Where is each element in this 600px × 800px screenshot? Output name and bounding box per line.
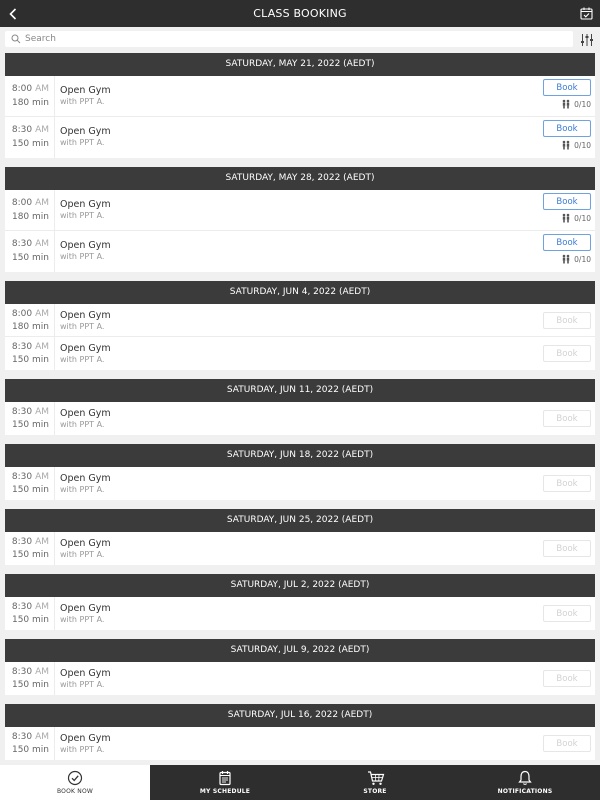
calendar-button[interactable] — [578, 0, 594, 27]
day-section — [5, 639, 595, 695]
class-row[interactable] — [5, 117, 595, 158]
divider — [54, 337, 55, 370]
day-section — [5, 167, 595, 272]
divider — [54, 467, 55, 500]
time-value: 8:00 — [11, 198, 33, 208]
time-ampm: AM — [35, 239, 49, 249]
class-row[interactable] — [5, 231, 595, 272]
class-coach: with PPT A. — [60, 322, 105, 331]
capacity — [561, 213, 591, 224]
time-value: 8:30 — [11, 342, 33, 352]
time-value: 8:00 — [11, 309, 33, 319]
filter-button[interactable] — [580, 32, 594, 46]
book-button[interactable]: Book — [543, 735, 591, 752]
class-duration: 180 min — [11, 212, 49, 222]
class-row[interactable] — [5, 76, 595, 117]
divider — [54, 231, 55, 272]
day-section — [5, 379, 595, 435]
class-duration: 150 min — [11, 615, 49, 625]
class-coach: with PPT A. — [60, 485, 105, 494]
class-time — [5, 342, 49, 352]
tab-my-schedule[interactable] — [150, 765, 300, 800]
day-header: SATURDAY, JUN 4, 2022 (AEDT) — [5, 281, 595, 304]
time-ampm: AM — [35, 309, 49, 319]
search-icon — [11, 34, 21, 44]
class-row[interactable] — [5, 304, 595, 337]
time-ampm: AM — [35, 602, 49, 612]
check-circle-icon — [67, 770, 83, 786]
time-value: 8:30 — [11, 407, 33, 417]
book-button[interactable]: Book — [543, 193, 591, 210]
class-duration: 180 min — [11, 98, 49, 108]
tab-label: NOTIFICATIONS — [497, 788, 553, 795]
class-name: Open Gym — [60, 240, 111, 251]
class-duration: 150 min — [11, 253, 49, 263]
class-time — [5, 472, 49, 482]
day-section — [5, 53, 595, 158]
day-section — [5, 444, 595, 500]
class-time — [5, 732, 49, 742]
capacity-count: 0/10 — [574, 100, 591, 109]
tab-label: BOOK NOW — [56, 788, 94, 795]
time-value: 8:30 — [11, 125, 33, 135]
day-section — [5, 509, 595, 565]
class-coach: with PPT A. — [60, 680, 105, 689]
time-ampm: AM — [35, 537, 49, 547]
class-name: Open Gym — [60, 85, 111, 96]
class-duration: 150 min — [11, 680, 49, 690]
class-coach: with PPT A. — [60, 355, 105, 364]
divider — [54, 76, 55, 116]
class-name: Open Gym — [60, 473, 111, 484]
time-ampm: AM — [35, 198, 49, 208]
schedule-icon — [217, 770, 233, 786]
divider — [54, 727, 55, 760]
day-header: SATURDAY, JUL 16, 2022 (AEDT) — [5, 704, 595, 727]
search-input[interactable] — [25, 31, 565, 47]
class-name: Open Gym — [60, 668, 111, 679]
page-title: CLASS BOOKING — [253, 7, 347, 20]
class-time — [5, 537, 49, 547]
time-value: 8:30 — [11, 667, 33, 677]
divider — [54, 532, 55, 565]
time-ampm: AM — [35, 732, 49, 742]
time-value: 8:30 — [11, 602, 33, 612]
class-name: Open Gym — [60, 733, 111, 744]
class-duration: 150 min — [11, 485, 49, 495]
class-row[interactable] — [5, 727, 595, 760]
class-row[interactable] — [5, 597, 595, 630]
class-duration: 150 min — [11, 355, 49, 365]
day-header: SATURDAY, MAY 28, 2022 (AEDT) — [5, 167, 595, 190]
class-coach: with PPT A. — [60, 745, 105, 754]
day-section — [5, 281, 595, 370]
class-coach: with PPT A. — [60, 252, 105, 261]
class-row[interactable] — [5, 532, 595, 565]
capacity-count: 0/10 — [574, 214, 591, 223]
time-ampm: AM — [35, 472, 49, 482]
people-icon — [561, 140, 571, 152]
class-coach: with PPT A. — [60, 97, 105, 106]
time-value: 8:30 — [11, 732, 33, 742]
bell-icon — [517, 770, 533, 786]
tab-label: STORE — [363, 788, 387, 795]
book-button[interactable]: Book — [543, 120, 591, 137]
capacity — [561, 254, 591, 265]
divider — [54, 597, 55, 630]
tab-notifications[interactable] — [450, 765, 600, 800]
class-time — [5, 667, 49, 677]
bottom-tab-bar — [0, 765, 600, 800]
divider — [54, 117, 55, 158]
book-button[interactable]: Book — [543, 312, 591, 329]
day-section — [5, 704, 595, 760]
class-time — [5, 125, 49, 135]
book-button[interactable]: Book — [543, 475, 591, 492]
people-icon — [561, 99, 571, 111]
time-value: 8:00 — [11, 84, 33, 94]
day-section — [5, 574, 595, 630]
class-duration: 180 min — [11, 322, 49, 332]
class-coach: with PPT A. — [60, 420, 105, 429]
tab-store[interactable] — [300, 765, 450, 800]
book-button[interactable]: Book — [543, 79, 591, 96]
class-coach: with PPT A. — [60, 138, 105, 147]
time-ampm: AM — [35, 84, 49, 94]
time-ampm: AM — [35, 125, 49, 135]
class-name: Open Gym — [60, 538, 111, 549]
search-row — [0, 28, 600, 50]
capacity — [561, 99, 591, 110]
people-icon — [561, 213, 571, 225]
tab-book-now[interactable] — [0, 765, 150, 800]
divider — [54, 402, 55, 435]
class-duration: 150 min — [11, 550, 49, 560]
book-button[interactable]: Book — [543, 670, 591, 687]
class-duration: 150 min — [11, 139, 49, 149]
sliders-icon — [580, 33, 594, 47]
calendar-check-icon — [580, 7, 593, 20]
day-header: SATURDAY, JUN 25, 2022 (AEDT) — [5, 509, 595, 532]
class-coach: with PPT A. — [60, 550, 105, 559]
capacity — [561, 140, 591, 151]
class-name: Open Gym — [60, 310, 111, 321]
day-header: SATURDAY, JUL 9, 2022 (AEDT) — [5, 639, 595, 662]
class-duration: 150 min — [11, 420, 49, 430]
tab-label: MY SCHEDULE — [199, 788, 251, 795]
capacity-count: 0/10 — [574, 141, 591, 150]
time-value: 8:30 — [11, 239, 33, 249]
time-value: 8:30 — [11, 472, 33, 482]
book-button[interactable]: Book — [543, 234, 591, 251]
class-row[interactable] — [5, 662, 595, 695]
class-row[interactable] — [5, 402, 595, 435]
divider — [54, 662, 55, 695]
cart-icon — [367, 770, 383, 786]
day-header: SATURDAY, JUN 18, 2022 (AEDT) — [5, 444, 595, 467]
divider — [54, 190, 55, 230]
day-header: SATURDAY, MAY 21, 2022 (AEDT) — [5, 53, 595, 76]
class-time — [5, 309, 49, 319]
class-time — [5, 198, 49, 208]
time-ampm: AM — [35, 667, 49, 677]
book-button[interactable]: Book — [543, 410, 591, 427]
time-ampm: AM — [35, 407, 49, 417]
time-ampm: AM — [35, 342, 49, 352]
time-value: 8:30 — [11, 537, 33, 547]
class-time — [5, 407, 49, 417]
class-row[interactable] — [5, 467, 595, 500]
people-icon — [561, 254, 571, 266]
class-time — [5, 602, 49, 612]
day-header: SATURDAY, JUN 11, 2022 (AEDT) — [5, 379, 595, 402]
class-row[interactable] — [5, 190, 595, 231]
class-list — [5, 53, 595, 769]
class-time — [5, 84, 49, 94]
class-time — [5, 239, 49, 249]
class-name: Open Gym — [60, 408, 111, 419]
class-coach: with PPT A. — [60, 211, 105, 220]
class-duration: 150 min — [11, 745, 49, 755]
class-row[interactable] — [5, 337, 595, 370]
class-name: Open Gym — [60, 199, 111, 210]
class-coach: with PPT A. — [60, 615, 105, 624]
class-name: Open Gym — [60, 603, 111, 614]
book-button[interactable]: Book — [543, 605, 591, 622]
class-name: Open Gym — [60, 126, 111, 137]
book-button[interactable]: Book — [543, 345, 591, 362]
search-box — [5, 31, 573, 47]
day-header: SATURDAY, JUL 2, 2022 (AEDT) — [5, 574, 595, 597]
capacity-count: 0/10 — [574, 255, 591, 264]
top-bar — [0, 0, 600, 27]
class-name: Open Gym — [60, 343, 111, 354]
book-button[interactable]: Book — [543, 540, 591, 557]
divider — [54, 304, 55, 336]
